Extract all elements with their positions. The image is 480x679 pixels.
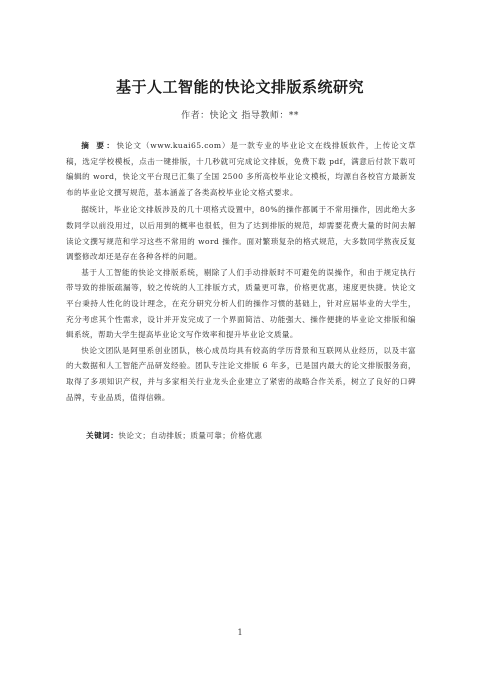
keywords-label: 关键词： <box>86 431 119 440</box>
keywords-line <box>86 430 416 441</box>
paper-body <box>66 138 416 405</box>
keywords-text: 快论文；自动排版；质量可靠；价格优惠 <box>118 431 263 440</box>
abstract-paragraph <box>66 138 416 200</box>
paper-title: 基于人工智能的快论文排版系统研究 <box>115 78 364 96</box>
body-paragraph-1: 据统计，毕业论文排版涉及的几十项格式设置中，80%的操作都属于不常用操作，因此绝大多数同学以前没用过，以后用到的概率也很低，但为了达到排版的规范，却需要花费大量的时间去解读论文撰写规范和学习这些不常用的 word 操作。面对繁琐复杂的格式规范，大多数同学熬夜反复调整修改却还是存在各种各样的问题。 <box>66 205 416 262</box>
abstract-label: 摘 要： <box>81 141 117 150</box>
abstract-text: 快论文（www.kuai65.com）是一款专业的毕业论文在线排版软件，上传论文草稿，选定学校模板，点击一键排版，十几秒就可完成论文排版，免费下载 pdf，满意后付款下载可编辑的 word，快论文平台现已汇集了全国 2500 多所高校毕业论文模板，均源自各校官方最新发布的毕业论文撰写规范，基本涵盖了各类高校毕业论文格式要求。 <box>66 141 416 197</box>
page-number: 1 <box>237 628 243 637</box>
paper-authors: 作者：快论文 指导教师：** <box>181 111 299 121</box>
body-paragraph-3: 快论文团队是阿里系创业团队，核心成员均具有较高的学历背景和互联网从业经历，以及丰富的大数据和人工智能产品研发经验。团队专注论文排版 6 年多，已是国内最大的论文排版服务商，取得了多项知识产权，并与多家相关行业龙头企业建立了紧密的战略合作关系，树立了良好的口碑品牌，专业品质，值得信赖。 <box>66 345 416 402</box>
body-paragraph-2: 基于人工智能的快论文排版系统，剔除了人们手动排版时不可避免的误操作，和由于规定执行带导致的排版疏漏等，较之传统的人工排版方式，质量更可靠，价格更优惠，速度更快捷。快论文平台秉持人性化的设计理念，在充分研究分析人们的操作习惯的基础上，针对应届毕业的大学生，充分考虑其个性需求，设计并开发完成了一个界面简洁、功能强大、操作便捷的毕业论文排版和编辑系统，帮助大学生提高毕业论文写作效率和提升毕业论文质量。 <box>66 267 416 340</box>
